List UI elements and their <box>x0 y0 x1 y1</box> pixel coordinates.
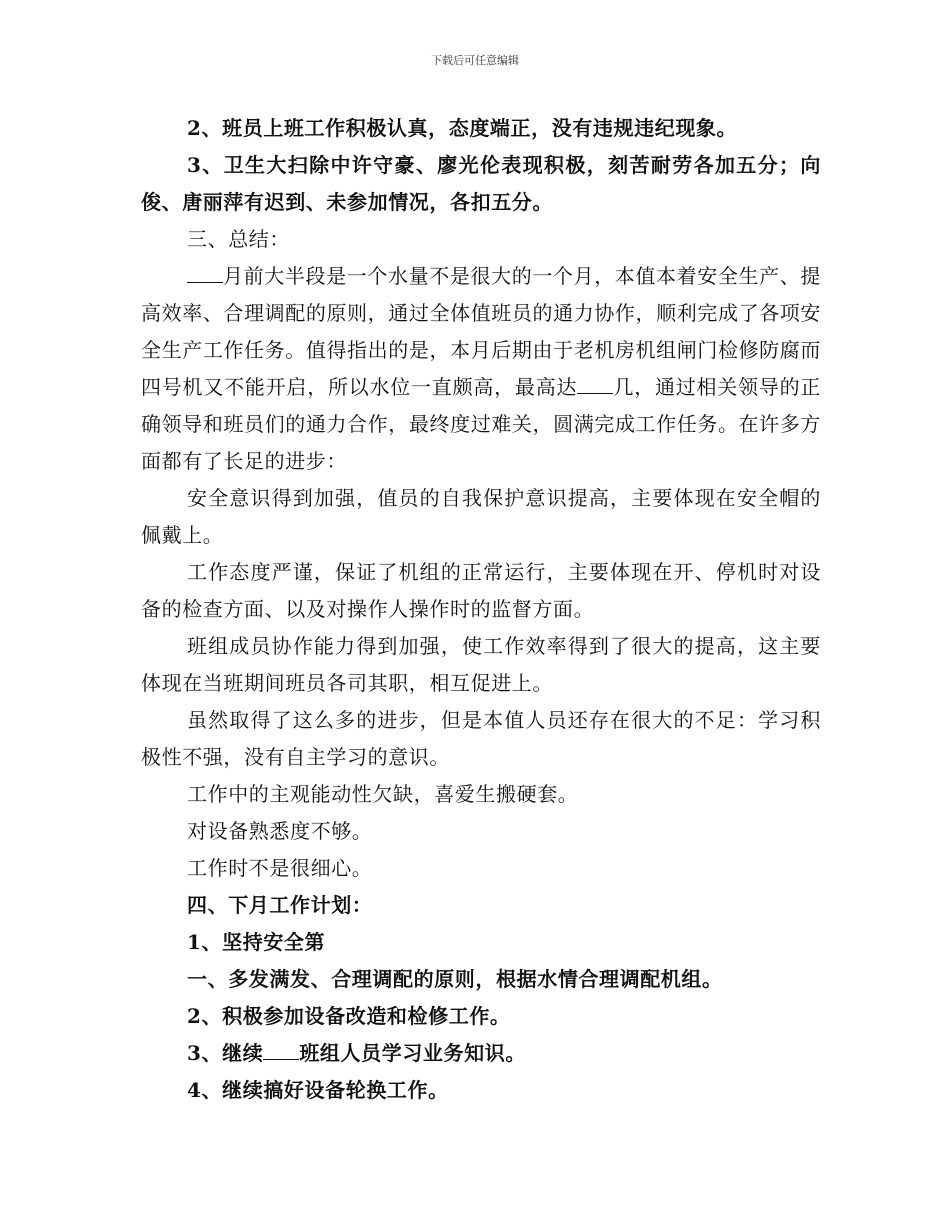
paragraph-summary <box>141 258 821 480</box>
paragraph-initiative <box>141 776 821 813</box>
paragraph-safety <box>141 480 821 554</box>
paragraph-teamwork <box>141 628 821 702</box>
page-header: 下载后可任意编辑 <box>431 54 519 67</box>
fill-blank-3 <box>263 1037 299 1060</box>
plan-item-1 <box>141 924 821 961</box>
plan-item-4-text: 4、继续搞好设备轮换工作。 <box>187 1078 449 1102</box>
section-heading-summary <box>141 221 821 258</box>
paragraph-attitude-text: 工作态度严谨，保证了机组的正常运行，主要体现在开、停机时对设备的检查方面、以及对操作人操作时的监督方面。 <box>141 560 821 621</box>
paragraph-initiative-text: 工作中的主观能动性欠缺，喜爱生搬硬套。 <box>187 782 579 806</box>
plan-item-1-cont-text: 一、多发满发、合理调配的原则，根据水情合理调配机组。 <box>187 967 723 991</box>
section-heading-summary-text: 三、总结： <box>187 227 290 251</box>
paragraph-safety-text: 安全意识得到加强，值员的自我保护意识提高，主要体现在安全帽的佩戴上。 <box>141 486 821 547</box>
plan-item-2-text: 2、积极参加设备改造和检修工作。 <box>187 1004 511 1028</box>
plan-item-3-text: 3、继续 <box>187 1041 264 1065</box>
paragraph-teamwork-text: 班组成员协作能力得到加强，使工作效率得到了很大的提高，这主要体现在当班期间班员各司其职，相互促进上。 <box>141 634 821 695</box>
paragraph-carefulness <box>141 850 821 887</box>
fill-blank-2 <box>577 371 613 394</box>
plan-item-1-cont <box>141 961 821 998</box>
plan-item-3 <box>141 1035 821 1072</box>
paragraph-shortcomings <box>141 702 821 776</box>
document-body <box>141 110 821 1109</box>
paragraph-familiarity <box>141 813 821 850</box>
plan-item-2 <box>141 998 821 1035</box>
paragraph-carefulness-text: 工作时不是很细心。 <box>187 856 373 880</box>
paragraph-2 <box>141 147 821 221</box>
paragraph-1-text: 2、班员上班工作积极认真，态度端正，没有违规违纪现象。 <box>187 116 738 140</box>
paragraph-summary-text: 月前大半段是一个水量不是很大的一个月，本值本着安全生产、提高效率、合理调配的原则，通过全体值班员的通力协作，顺利完成了各项安全生产工作任务。值得指出的是，本月后期由于老机房机组闸门检修防腐而四号机又不能开启，所以水位一直颇高，最高达 <box>141 264 821 399</box>
fill-blank-1 <box>187 260 223 283</box>
paragraph-shortcomings-text: 虽然取得了这么多的进步，但是本值人员还存在很大的不足：学习积极性不强，没有自主学习的意识。 <box>141 708 821 769</box>
section-heading-plan-text: 四、下月工作计划： <box>187 893 373 917</box>
paragraph-familiarity-text: 对设备熟悉度不够。 <box>187 819 373 843</box>
plan-item-1-text: 1、坚持安全第 <box>187 930 326 954</box>
paragraph-2-text: 3、卫生大扫除中许守豪、廖光伦表现积极，刻苦耐劳各加五分；向俊、唐丽萍有迟到、未参加情况，各扣五分。 <box>141 153 821 214</box>
paragraph-1 <box>141 110 821 147</box>
paragraph-summary-text-cont: 几，通过相关领导的正确领导和班员们的通力合作，最终度过难关，圆满完成工作任务。在许多方面都有了长足的进步： <box>141 375 822 473</box>
plan-item-4 <box>141 1072 821 1109</box>
plan-item-3-text-cont: 班组人员学习业务知识。 <box>299 1041 526 1065</box>
paragraph-attitude <box>141 554 821 628</box>
section-heading-plan <box>141 887 821 924</box>
